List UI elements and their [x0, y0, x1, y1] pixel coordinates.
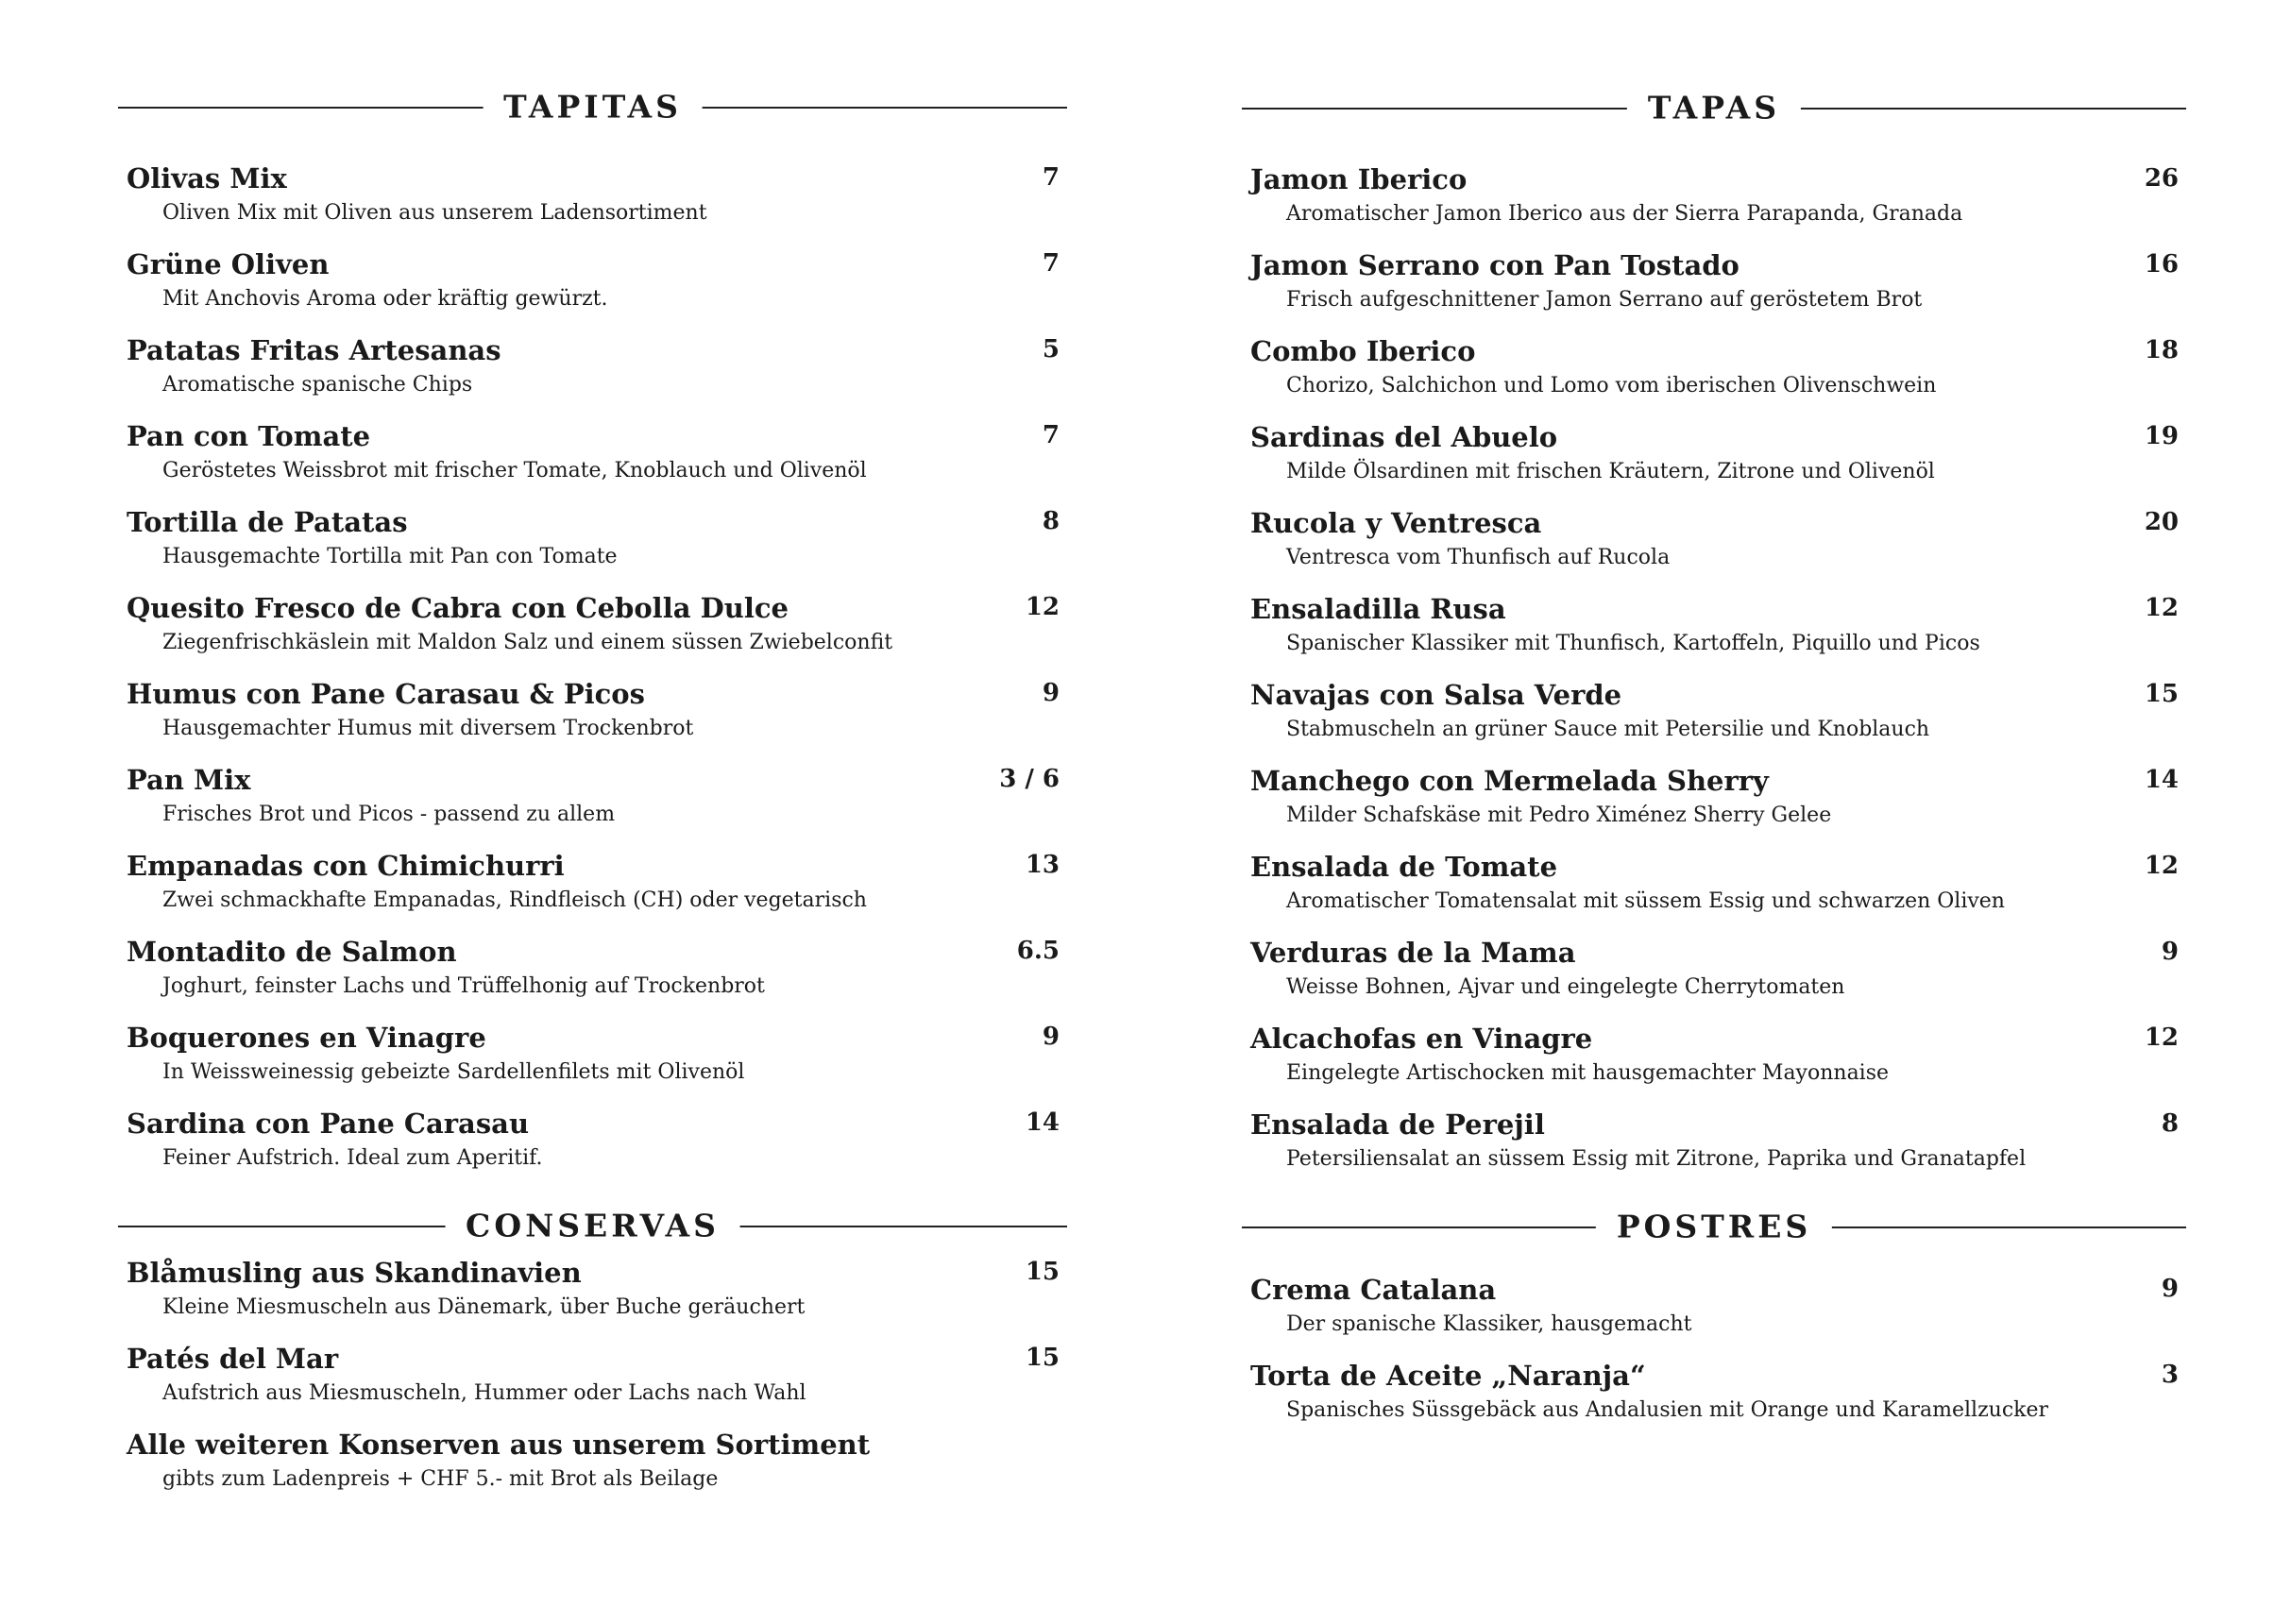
menu-item	[118, 247, 1067, 333]
menu-item	[118, 505, 1067, 591]
item-price: 15	[1025, 1258, 1060, 1286]
item-name: Manchego con Mermelada Sherry	[1250, 765, 1769, 797]
section-postres	[1242, 1208, 2186, 1445]
menu-item	[118, 333, 1067, 419]
item-description: Aromatischer Tomatensalat mit süssem Essig und schwarzen Oliven	[1286, 889, 2005, 913]
item-name: Alle weiteren Konserven aus unserem Sortiment	[127, 1429, 871, 1461]
menu-item	[1242, 936, 2186, 1022]
item-price: 7	[1042, 249, 1060, 278]
item-description: Petersiliensalat an süssem Essig mit Zitrone, Paprika und Granatapfel	[1286, 1147, 2027, 1171]
item-description: Hausgemachter Humus mit diversem Trockenbrot	[162, 717, 694, 740]
menu-item	[1242, 1273, 2186, 1359]
item-description: Ziegenfrischkäslein mit Maldon Salz und einem süssen Zwiebelconfit	[162, 631, 893, 654]
item-name: Blåmusling aus Skandinavien	[127, 1257, 582, 1289]
menu-item	[118, 677, 1067, 763]
item-name: Navajas con Salsa Verde	[1250, 679, 1622, 711]
item-name: Quesito Fresco de Cabra con Cebolla Dulce	[127, 592, 789, 624]
item-price: 13	[1025, 851, 1060, 879]
item-description: Aromatischer Jamon Iberico aus der Sierra Parapanda, Granada	[1286, 202, 1963, 226]
item-description: Milder Schafskäse mit Pedro Ximénez Sherry Gelee	[1286, 804, 1832, 827]
item-price: 12	[2144, 852, 2179, 880]
item-description: Mit Anchovis Aroma oder kräftig gewürzt.	[162, 287, 608, 311]
item-price: 14	[2144, 766, 2179, 794]
menu-item	[118, 1021, 1067, 1107]
item-description: gibts zum Ladenpreis + CHF 5.- mit Brot als Beilage	[162, 1467, 719, 1491]
item-description: In Weissweinessig gebeizte Sardellenfilets mit Olivenöl	[162, 1060, 745, 1084]
item-description: Milde Ölsardinen mit frischen Kräutern, Zitrone und Olivenöl	[1286, 460, 1935, 483]
item-name: Tortilla de Patatas	[127, 506, 408, 538]
menu-item	[1242, 506, 2186, 592]
item-price: 9	[2161, 1275, 2179, 1303]
menu-item	[1242, 334, 2186, 420]
item-price: 9	[1042, 679, 1060, 707]
item-price: 19	[2144, 422, 2179, 450]
menu-item	[118, 1107, 1067, 1193]
item-description: Ventresca vom Thunfisch auf Rucola	[1286, 546, 1671, 569]
menu-item	[1242, 1108, 2186, 1193]
item-price: 20	[2144, 508, 2179, 536]
item-description: Frisch aufgeschnittener Jamon Serrano auf geröstetem Brot	[1286, 288, 1923, 312]
item-list	[118, 1256, 1067, 1514]
item-name: Torta de Aceite „Naranja“	[1250, 1360, 1646, 1392]
item-price: 26	[2144, 164, 2179, 193]
item-price: 8	[2161, 1109, 2179, 1138]
item-name: Grüne Oliven	[127, 248, 330, 280]
item-description: Feiner Aufstrich. Ideal zum Aperitif.	[162, 1146, 543, 1170]
section-title: TAPAS	[1627, 93, 1801, 124]
menu-item	[1242, 850, 2186, 936]
item-price: 12	[2144, 594, 2179, 622]
item-name: Jamon Iberico	[1250, 163, 1468, 195]
item-price: 15	[2144, 680, 2179, 708]
item-price: 9	[1042, 1023, 1060, 1051]
item-description: Hausgemachte Tortilla mit Pan con Tomate	[162, 545, 618, 568]
item-description: Geröstetes Weissbrot mit frischer Tomate, Knoblauch und Olivenöl	[162, 459, 867, 482]
item-price: 15	[1025, 1344, 1060, 1372]
section-title: CONSERVAS	[445, 1210, 740, 1242]
item-name: Patés del Mar	[127, 1343, 339, 1375]
item-description: Der spanische Klassiker, hausgemacht	[1286, 1312, 1692, 1336]
section-header	[118, 1207, 1067, 1244]
item-name: Rucola y Ventresca	[1250, 507, 1542, 539]
item-description: Aromatische spanische Chips	[162, 373, 473, 397]
menu-item	[118, 1256, 1067, 1342]
menu-item	[118, 849, 1067, 935]
menu-item	[118, 161, 1067, 247]
item-list	[1242, 1273, 2186, 1445]
section-title: TAPITAS	[483, 92, 703, 123]
item-price: 5	[1042, 335, 1060, 364]
item-name: Humus con Pane Carasau & Picos	[127, 678, 645, 710]
item-name: Ensalada de Tomate	[1250, 851, 1558, 883]
item-name: Pan Mix	[127, 764, 251, 796]
item-price: 16	[2144, 250, 2179, 279]
item-name: Ensaladilla Rusa	[1250, 593, 1506, 625]
menu-item	[118, 763, 1067, 849]
item-price: 14	[1025, 1108, 1060, 1137]
section-conservas	[118, 1207, 1067, 1514]
item-price: 12	[1025, 593, 1060, 621]
item-description: Spanisches Süssgebäck aus Andalusien mit Orange und Karamellzucker	[1286, 1398, 2049, 1422]
menu-item	[118, 935, 1067, 1021]
item-price: 12	[2144, 1023, 2179, 1052]
item-description: Eingelegte Artischocken mit hausgemachter Mayonnaise	[1286, 1061, 1890, 1085]
section-header	[1242, 89, 2186, 127]
menu-item	[118, 1342, 1067, 1428]
menu-item	[118, 419, 1067, 505]
item-description: Stabmuscheln an grüner Sauce mit Petersilie und Knoblauch	[1286, 718, 1930, 741]
item-list	[118, 161, 1067, 1193]
item-price: 18	[2144, 336, 2179, 364]
item-name: Pan con Tomate	[127, 420, 371, 452]
item-price: 6.5	[1016, 937, 1060, 965]
item-name: Ensalada de Perejil	[1250, 1108, 1545, 1141]
section-header	[118, 88, 1067, 126]
item-price: 3	[2161, 1361, 2179, 1389]
item-name: Patatas Fritas Artesanas	[127, 334, 501, 366]
item-list	[1242, 162, 2186, 1193]
item-price: 8	[1042, 507, 1060, 535]
item-description: Frisches Brot und Picos - passend zu allem	[162, 803, 616, 826]
item-description: Weisse Bohnen, Ajvar und eingelegte Cherrytomaten	[1286, 975, 1845, 999]
item-price: 7	[1042, 163, 1060, 192]
item-name: Alcachofas en Vinagre	[1250, 1023, 1593, 1055]
menu-item	[1242, 764, 2186, 850]
item-description: Kleine Miesmuscheln aus Dänemark, über Buche geräuchert	[162, 1295, 806, 1319]
item-description: Zwei schmackhafte Empanadas, Rindfleisch (CH) oder vegetarisch	[162, 888, 867, 912]
menu-item	[1242, 592, 2186, 678]
menu-item	[1242, 678, 2186, 764]
item-name: Sardinas del Abuelo	[1250, 421, 1558, 453]
item-name: Boquerones en Vinagre	[127, 1022, 486, 1054]
section-header	[1242, 1208, 2186, 1245]
item-name: Crema Catalana	[1250, 1274, 1497, 1306]
menu-item	[1242, 162, 2186, 248]
menu-item	[1242, 1359, 2186, 1445]
item-name: Verduras de la Mama	[1250, 937, 1576, 969]
item-price: 3 / 6	[999, 765, 1060, 793]
menu-item	[118, 591, 1067, 677]
section-title: POSTRES	[1596, 1211, 1832, 1243]
item-price: 9	[2161, 938, 2179, 966]
item-description: Aufstrich aus Miesmuscheln, Hummer oder Lachs nach Wahl	[162, 1381, 806, 1405]
item-name: Combo Iberico	[1250, 335, 1476, 367]
item-price: 7	[1042, 421, 1060, 449]
item-description: Spanischer Klassiker mit Thunfisch, Kartoffeln, Piquillo und Picos	[1286, 632, 1980, 655]
item-description: Oliven Mix mit Oliven aus unserem Ladensortiment	[162, 201, 707, 225]
item-description: Chorizo, Salchichon und Lomo vom iberischen Olivenschwein	[1286, 374, 1937, 398]
menu-item	[1242, 248, 2186, 334]
item-description: Joghurt, feinster Lachs und Trüffelhonig auf Trockenbrot	[162, 974, 765, 998]
item-name: Jamon Serrano con Pan Tostado	[1250, 249, 1739, 281]
item-name: Olivas Mix	[127, 162, 287, 195]
item-name: Empanadas con Chimichurri	[127, 850, 565, 882]
menu-item	[1242, 1022, 2186, 1108]
item-name: Montadito de Salmon	[127, 936, 457, 968]
item-name: Sardina con Pane Carasau	[127, 1108, 530, 1140]
menu-item	[1242, 420, 2186, 506]
menu-item	[118, 1428, 1067, 1514]
section-tapitas	[118, 88, 1067, 1193]
section-tapas	[1242, 89, 2186, 1193]
